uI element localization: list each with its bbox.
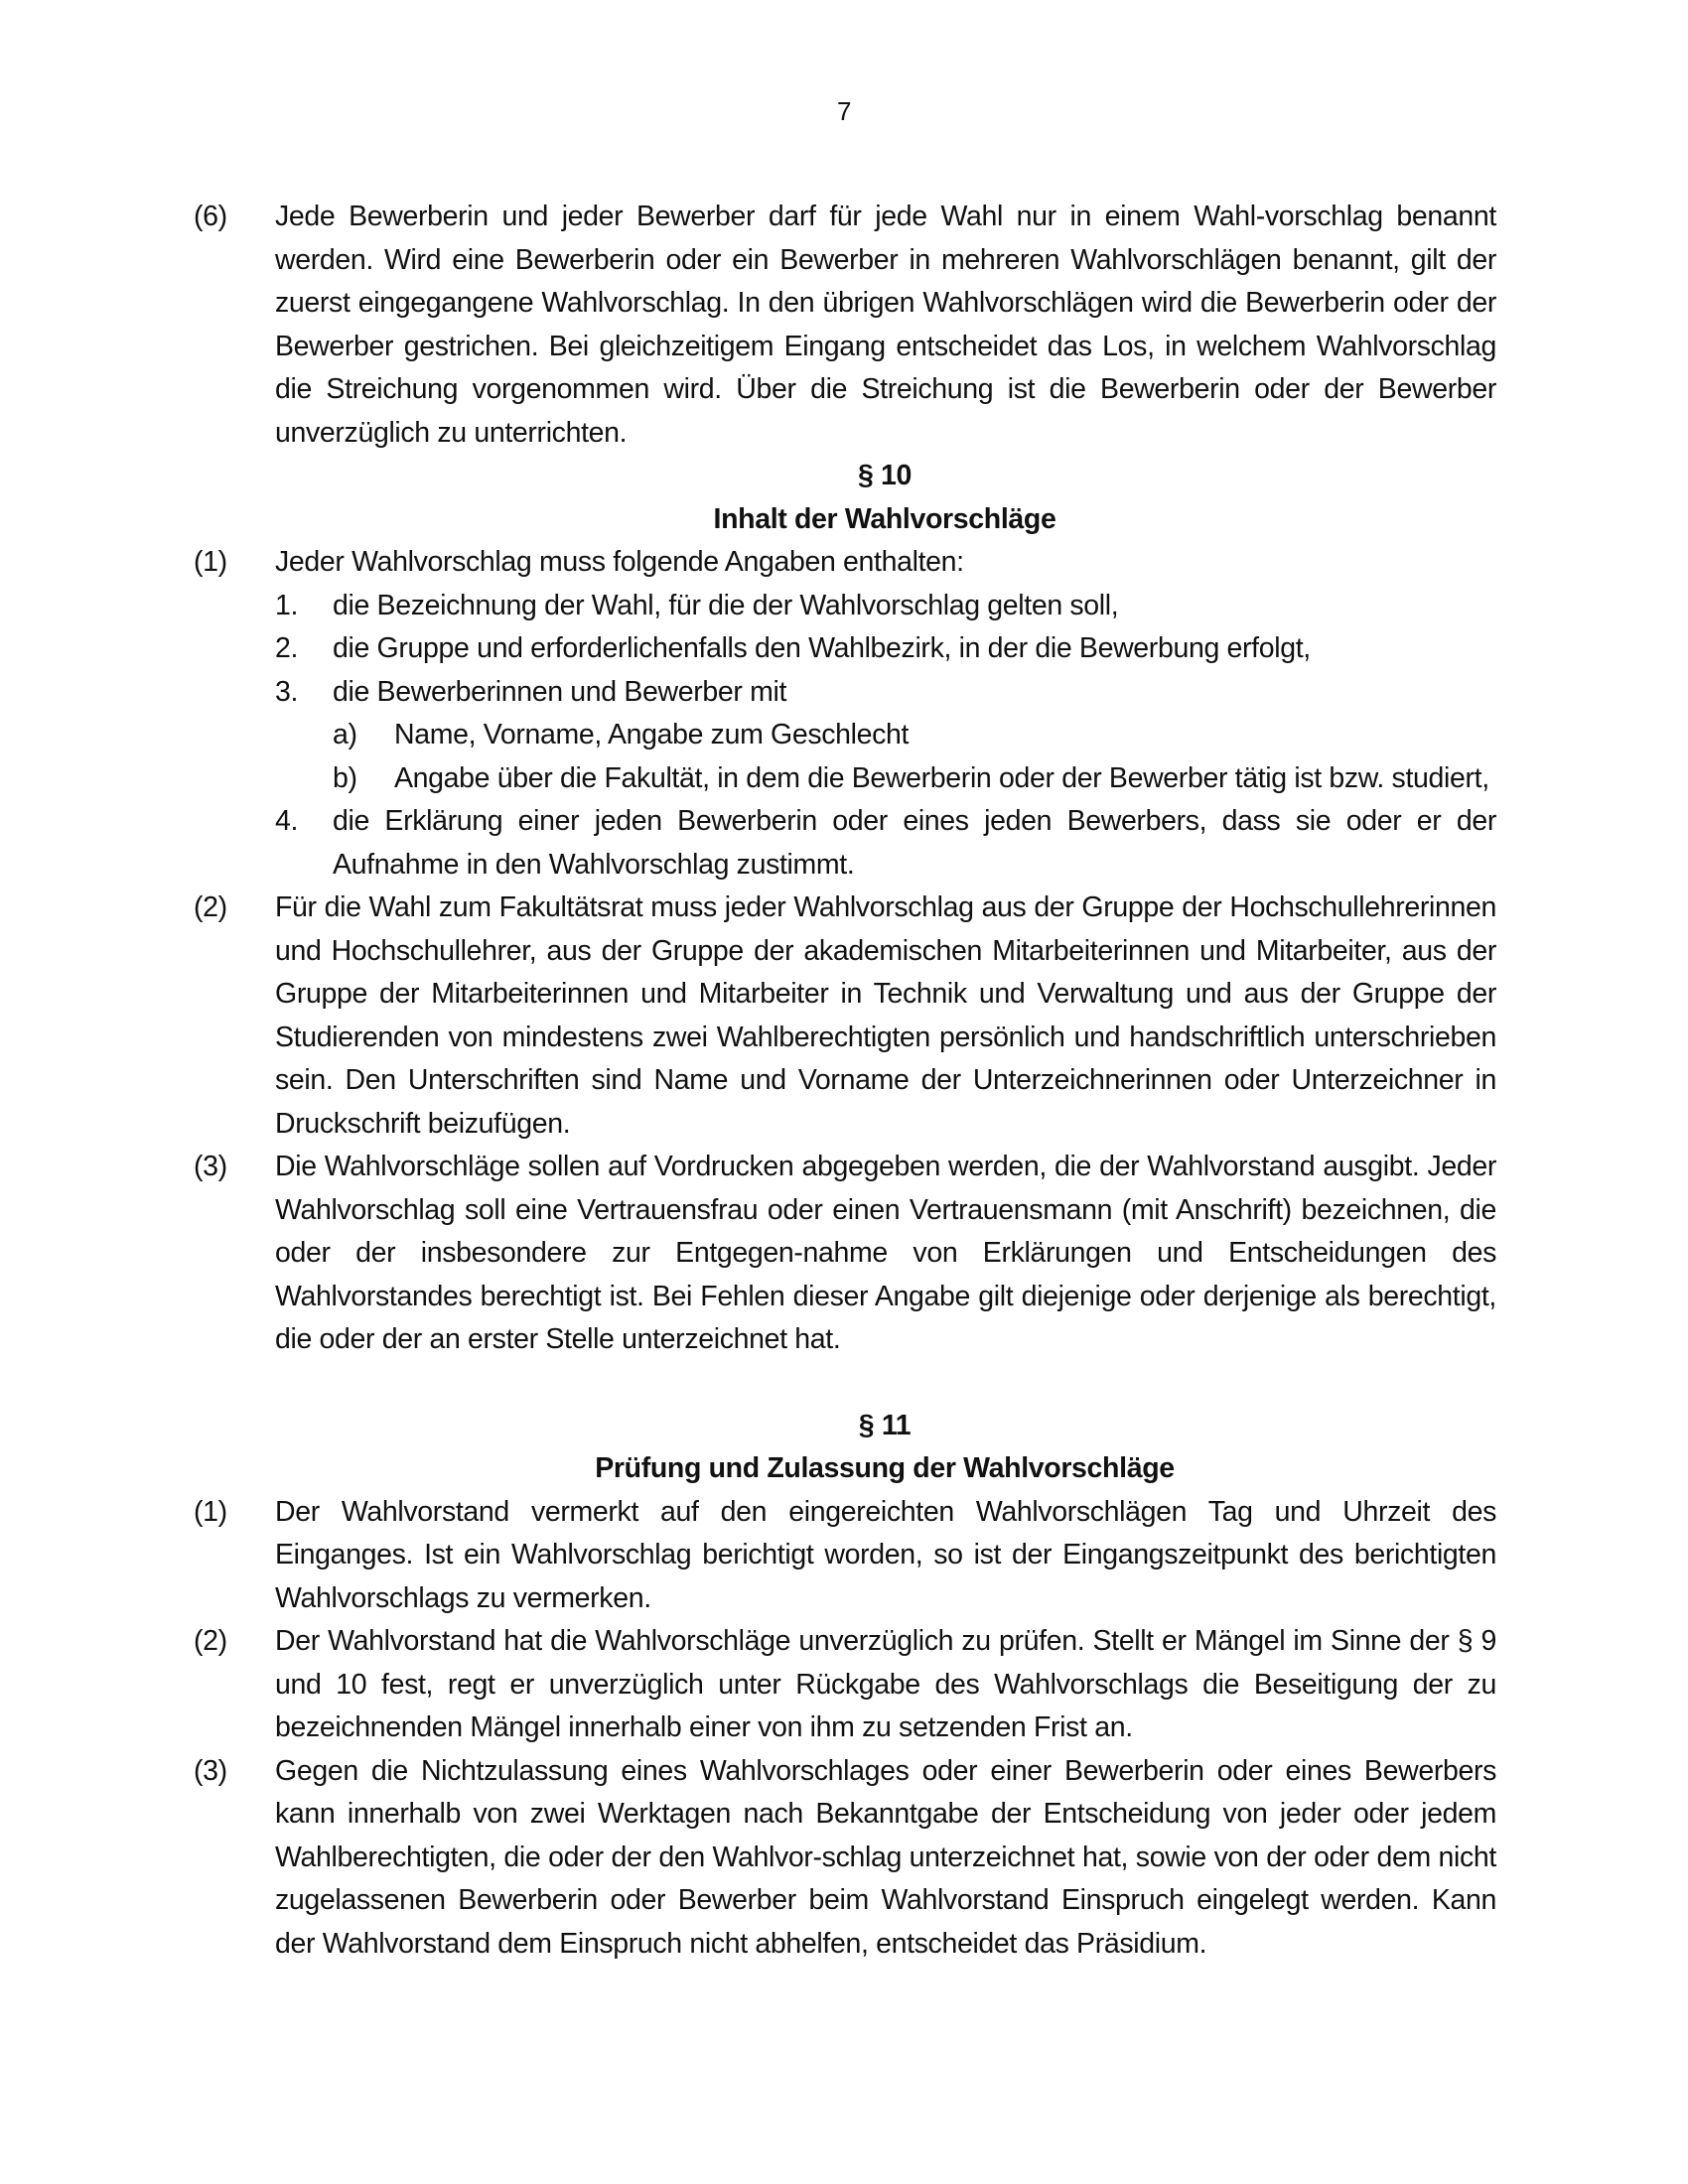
list-item-text: die Erklärung einer jeden Bewerberin oder eines jeden Bewerbers, dass sie oder er der Aufnahme in den Wahlvorschlag zustimmt. <box>333 805 1496 881</box>
paragraph-number: (1) <box>194 546 227 578</box>
paragraph-intro: Jeder Wahlvorschlag muss folgende Angaben enthalten: <box>275 546 964 578</box>
section-11-number: § 11 <box>858 1409 912 1441</box>
paragraph-s10-1 <box>194 541 1496 887</box>
paragraph-number: (3) <box>194 1754 227 1787</box>
list-item-number: 1. <box>275 589 299 621</box>
sub-list-item-text: Name, Vorname, Angabe zum Geschlecht <box>394 719 910 751</box>
paragraph-text: Der Wahlvorstand vermerkt auf den eingereichten Wahlvorschlägen Tag und Uhrzeit des Einganges. Ist ein Wahlvorschlag berichtigt worden, so ist der Eingangszeitpunkt des berichtigten Wahlvorschlags zu vermerken. <box>275 1495 1496 1614</box>
paragraph-number: (3) <box>194 1151 227 1182</box>
list-item-number: 3. <box>275 675 299 708</box>
list-item <box>275 627 1496 671</box>
sub-list-item-letter: a) <box>333 719 357 751</box>
paragraph-number: (2) <box>194 1625 227 1657</box>
paragraph-s11-1 <box>194 1491 1496 1621</box>
sub-list-item <box>275 757 1496 801</box>
paragraph-number: (2) <box>194 891 227 923</box>
list-item-text: die Bezeichnung der Wahl, für die der Wahlvorschlag gelten soll, <box>333 589 1119 621</box>
section-11-title: Prüfung und Zulassung der Wahlvorschläge <box>595 1452 1175 1484</box>
paragraph-number: (6) <box>194 201 227 232</box>
section-10-title: Inhalt der Wahlvorschläge <box>713 502 1056 535</box>
section-spacer <box>194 1362 1496 1405</box>
paragraph-text: Jede Bewerberin und jeder Bewerber darf für jede Wahl nur in einem Wahl-vorschlag benannt werden. Wird eine Bewerberin oder ein Bewerber in mehreren Wahlvorschlägen benannt, gilt der zuerst eingegangene Wahlvorschlag. In den übrigen Wahlvorschlägen wird die Bewerberin oder der Bewerber gestrichen. Bei gleichzeitigem Eingang entscheidet das Los, in welchem Wahlvorschlag die Streichung vorgenommen wird. Über die Streichung ist die Bewerberin oder der Bewerber unverzüglich zu unterrichten. <box>275 201 1496 449</box>
paragraph-s11-3 <box>194 1750 1496 1967</box>
paragraph-number: (1) <box>194 1495 227 1528</box>
sub-list-item <box>275 714 1496 757</box>
sub-list-item-letter: b) <box>333 761 357 794</box>
paragraph-text: Der Wahlvorstand hat die Wahlvorschläge unverzüglich zu prüfen. Stellt er Mängel im Sinne der § 9 und 10 fest, regt er unverzüglich unter Rückgabe des Wahlvorschlags die Beseitigung der zu bezeichnenden Mängel innerhalb einer von ihm zu setzenden Frist an. <box>275 1625 1496 1743</box>
paragraph-text: Gegen die Nichtzulassung eines Wahlvorschlages oder einer Bewerberin oder eines Bewerbers kann innerhalb von zwei Werktagen nach Bekanntgabe der Entscheidung von jeder oder jedem Wahlberechtigten, die oder der den Wahlvor-schlag unterzeichnet hat, sowie von der oder dem nicht zugelassenen Bewerberin oder Bewerber beim Wahlvorstand Einspruch eingelegt werden. Kann der Wahlvorstand dem Einspruch nicht abhelfen, entscheidet das Präsidium. <box>275 1754 1496 1960</box>
page-number: 7 <box>836 96 852 126</box>
paragraph-s10-3 <box>194 1146 1496 1362</box>
list-item <box>275 800 1496 887</box>
section-10-number: § 10 <box>857 460 913 491</box>
list-item-number: 2. <box>275 632 299 664</box>
paragraph-text: Für die Wahl zum Fakultätsrat muss jeder Wahlvorschlag aus der Gruppe der Hochschullehrerinnen und Hochschullehrer, aus der Gruppe der akademischen Mitarbeiterinnen und Mitarbeiter, aus der Gruppe der Mitarbeiterinnen und Mitarbeiter in Technik und Verwaltung und aus der Gruppe der Studierenden von mindestens zwei Wahlberechtigten persönlich und handschriftlich unterschrieben sein. Den Unterschriften sind Name und Vorname der Unterzeichnerinnen oder Unterzeichner in Druckschrift beizufügen. <box>275 891 1496 1140</box>
paragraph-s10-2 <box>194 887 1496 1146</box>
requirements-list <box>275 585 1496 887</box>
list-item-text: die Bewerberinnen und Bewerber mit <box>333 675 787 708</box>
document-body <box>194 196 1496 1966</box>
list-item <box>275 671 1496 715</box>
list-item-text: die Gruppe und erforderlichenfalls den Wahlbezirk, in der die Bewerbung erfolgt, <box>333 632 1311 664</box>
list-item-number: 4. <box>275 805 299 837</box>
sub-list <box>275 714 1496 800</box>
paragraph-s9-6 <box>194 196 1496 455</box>
list-item <box>275 585 1496 628</box>
sub-list-item-text: Angabe über die Fakultät, in dem die Bewerberin oder der Bewerber tätig ist bzw. studiert, <box>394 761 1489 794</box>
paragraph-text: Die Wahlvorschläge sollen auf Vordrucken abgegeben werden, die der Wahlvorstand ausgibt. Jeder Wahlvorschlag soll eine Vertrauensfrau oder einen Vertrauensmann (mit Anschrift) bezeichnen, die oder der insbesondere zur Entgegen-nahme von Erklärungen und Entscheidungen des Wahlvorstandes berechtigt ist. Bei Fehlen dieser Angabe gilt diejenige oder derjenige als berechtigt, die oder der an erster Stelle unterzeichnet hat. <box>275 1151 1496 1355</box>
paragraph-s11-2 <box>194 1620 1496 1750</box>
